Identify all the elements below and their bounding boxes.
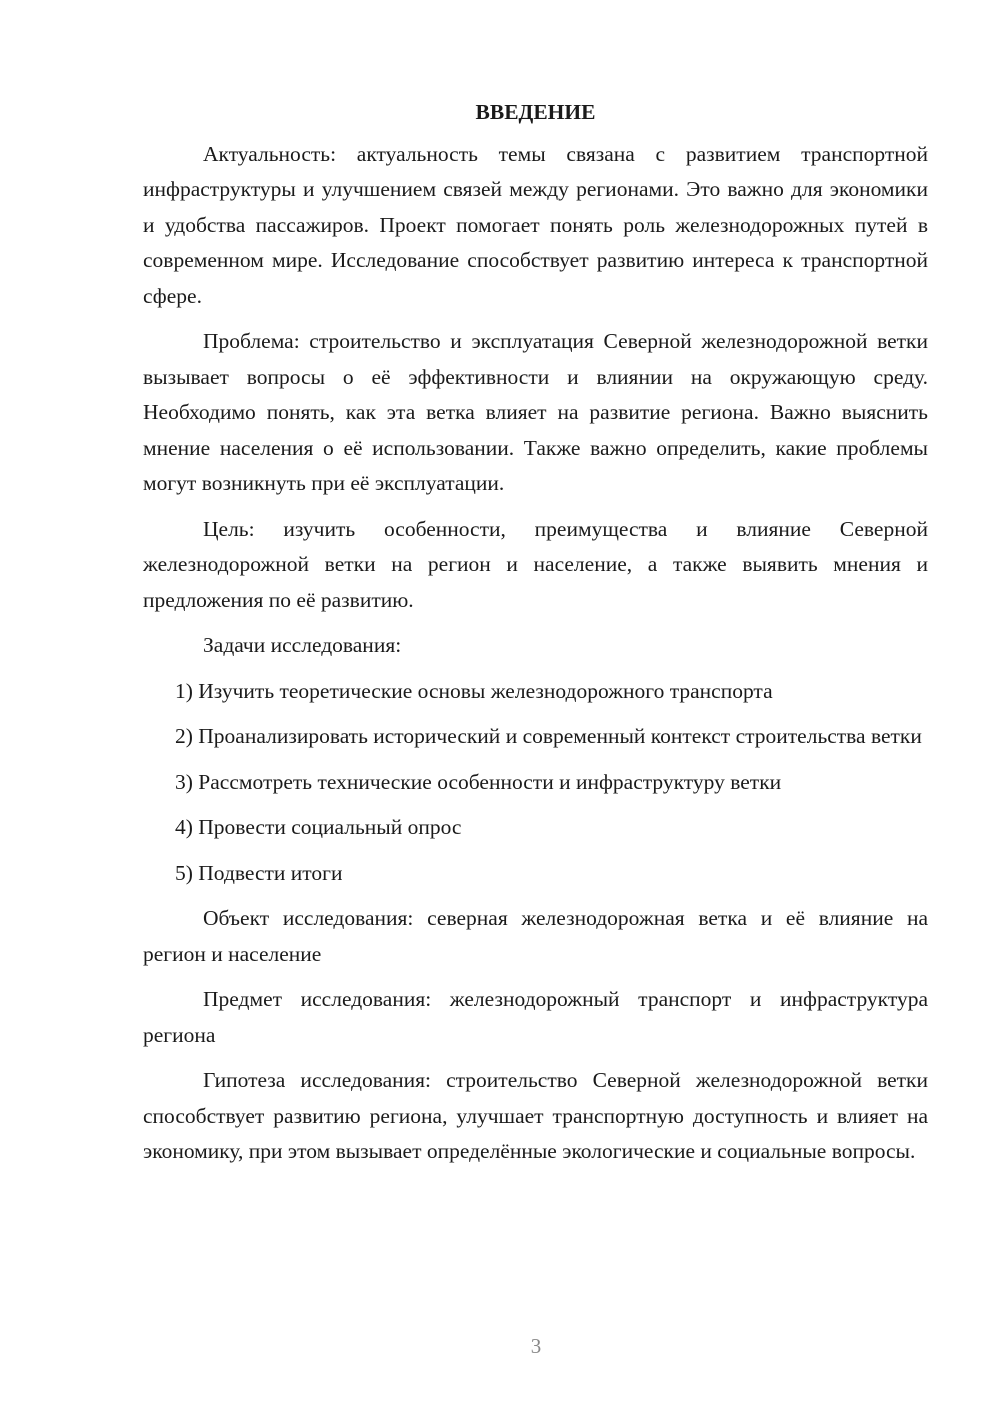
goal-paragraph: Цель: изучить особенности, преимущества и влияние Северной железнодорожной ветки на регион и население, а также выявить мнения и предложения по её развитию. [143,516,928,612]
page-content [143,95,928,1180]
task-item-1: 1) Изучить теоретические основы железнодорожного транспорта [175,678,773,703]
object-paragraph: Объект исследования: северная железнодорожная ветка и её влияние на регион и население [143,906,928,966]
problem-paragraph: Проблема: строительство и эксплуатация Северной железнодорожной ветки вызывает вопросы о её эффективности и влиянии на окружающую среду. Необходимо понять, как эта ветка влияет на развитие региона. Важно выяснить мнение населения о её использовании. Также важно определить, какие проблемы могут возникнуть при её эксплуатации. [143,329,928,495]
task-item-3: 3) Рассмотреть технические особенности и инфраструктуру ветки [175,769,782,794]
task-item-5: 5) Подвести итоги [175,860,343,885]
task-item-2: 2) Проанализировать исторический и современный контекст строительства ветки [175,724,922,748]
subject-paragraph: Предмет исследования: железнодорожный транспорт и инфраструктура региона [143,987,928,1047]
relevance-paragraph: Актуальность: актуальность темы связана с развитием транспортной инфраструктуры и улучшением связей между регионами. Это важно для экономики и удобства пассажиров. Проект помогает понять роль железнодорожных путей в современном мире. Исследование способствует развитию интереса к транспортной сфере. [143,141,928,308]
hypothesis-paragraph: Гипотеза исследования: строительство Северной железнодорожной ветки способствует развитию региона, улучшает транспортную доступность и влияет на экономику, при этом вызывает определённые экологические и социальные вопросы. [143,1068,928,1163]
page-number: 3 [530,1334,542,1358]
task-item-4: 4) Провести социальный опрос [175,815,462,839]
tasks-title: Задачи исследования: [203,633,402,657]
page-title: ВВЕДЕНИЕ [475,100,596,124]
